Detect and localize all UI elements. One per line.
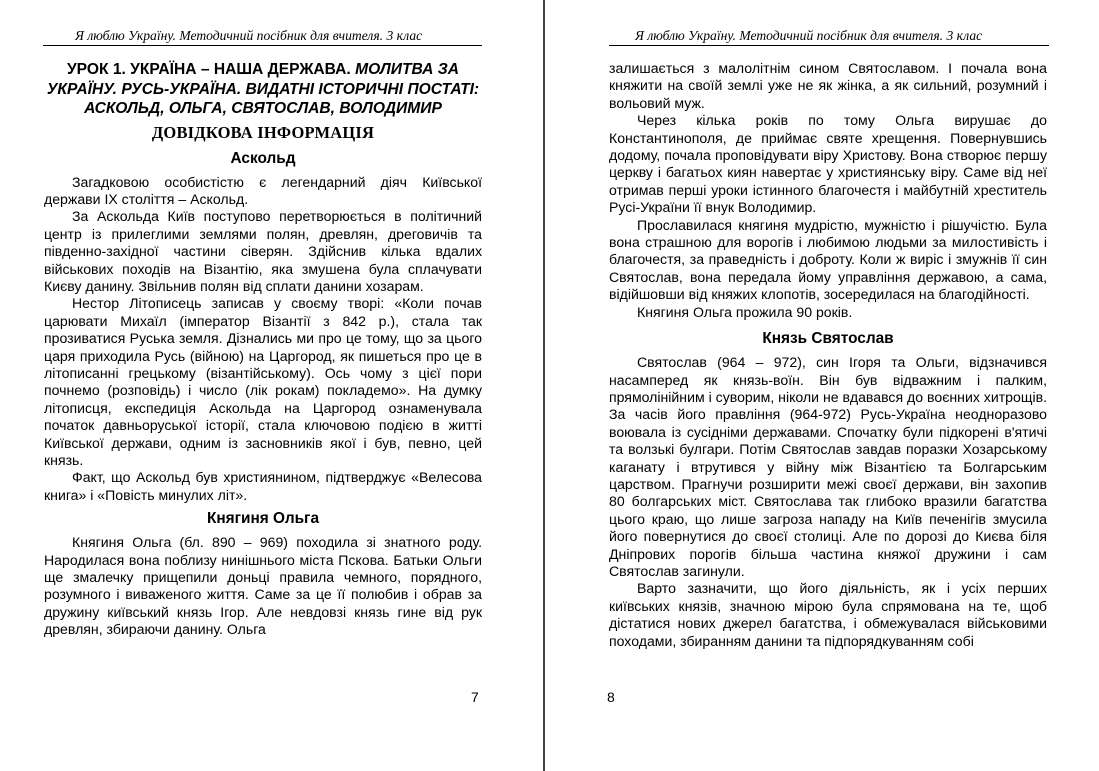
askold-paragraph: Загадковою особистістю є легендарний діяч Київської держави ІХ століття – Аскольд. [44, 173, 482, 207]
askold-paragraph: За Аскольда Київ поступово перетворюється в політичний центр із прилеглими землями полян, древлян, дреговичів та південно-західної частини сіверян. Здійснив кілька вдалих військових походів на Візантію, яка змушена була сплачувати Києву данину. Звільнив полян від сплати данини хозарам. [44, 208, 482, 294]
section-heading-svyatoslav: Князь Святослав [762, 330, 894, 348]
olga-continued-paragraph: Княгиня Ольга прожила 90 років. [637, 303, 853, 320]
lesson-title-italic: МОЛИТВА ЗА УКРАЇНУ. РУСЬ-УКРАЇНА. ВИДАТНІ ІСТОРИЧНІ ПОСТАТІ: АСКОЛЬД, ОЛЬГА, СВЯТОСЛАВ, ВОЛОДИМИР [46, 61, 480, 117]
askold-paragraph: Нестор Літописець записав у своєму творі: «Коли почав царювати Михаїл (імператор Візантії з 842 р.), стала так прозиватися Руська земля. Дізнались ми про це тому, що за цього царя приходила Русь (війною) на Царгород, як пишеться про це в літописанні грецькому (візантійському). Ось чому з цієї пори почнемо (розповідь) і число (лік рокам) покладемо». На думку літописця, експедиція Аскольда на Царгород ознаменувала початок давньоруської історії, стала ключовою подією в житті Київської держави, одним із засновників якої і був, певно, цей князь. [44, 295, 482, 468]
askold-paragraph: Факт, що Аскольд був християнином, підтверджує «Велесова книга» і «Повість минулих літ». [44, 469, 482, 503]
olga-continued-paragraph: залишається з малолітнім сином Святославом. І почала вона княжити на своїй землі уже не як жінка, а як сильний, розумний і вольовий муж. [609, 60, 1047, 111]
lesson-title [44, 60, 482, 119]
svyatoslav-paragraph: Варто зазначити, що його діяльність, як і усіх перших київських князів, значною мірою була спрямована на те, щоб дістатися нових джерел багатства, і обмежувалася військовими походами, збиранням данини та підпорядкуванням собі [609, 580, 1047, 649]
left-page [0, 0, 543, 771]
running-header: Я люблю Україну. Методичний посібник для вчителя. 3 клас [635, 28, 983, 43]
olga-continued-paragraph: Прославилася княгиня мудрістю, мужністю і рішучістю. Була вона страшною для ворогів і любимою людьми за милостивість і благочестя, за праведність і доброту. Коли ж виріс і змужнів її син Святослав, вона передала йому управління державою, а сама, відійшовши від княжих клопотів, зосередилася на благодійності. [609, 216, 1047, 303]
reference-info-heading: ДОВІДКОВА ІНФОРМАЦІЯ [151, 122, 375, 142]
running-header: Я люблю Україну. Методичний посібник для вчителя. 3 клас [75, 28, 423, 43]
page-number: 7 [471, 689, 479, 705]
right-page [545, 0, 1099, 771]
right-page-content [609, 60, 1047, 650]
left-page-content [44, 60, 482, 639]
lesson-title-regular: УРОК 1. УКРАЇНА – НАША ДЕРЖАВА. [66, 61, 351, 78]
section-heading-olga: Княгиня Ольга [206, 510, 320, 528]
header-rule [43, 45, 482, 46]
olga-paragraph: Княгиня Ольга (бл. 890 – 969) походила зі знатного роду. Народилася вона поблизу нинішнього міста Пскова. Батьки Ольги ще змалечку прищепили доньці правила чемного, порядного, розумного і виваженого життя. Саме за це її полюбив і обрав за дружину київський князь Ігор. Але невдовзі князь гине від рук древлян, збираючи данину. Ольга [44, 534, 482, 638]
section-heading-askold: Аскольд [230, 149, 296, 167]
page-number: 8 [607, 689, 615, 705]
olga-continued-paragraph: Через кілька років по тому Ольга вирушає до Константинополя, де приймає святе хрещення. Повернувшись додому, почала проповідувати віру Христову. Вона створює першу церкву і багатьох киян навертає у християнську віру. Саме від неї отримав перші уроки істинного благочестя і майбутній хреститель Русі-України її внук Володимир. [609, 112, 1047, 216]
svyatoslav-paragraph: Святослав (964 – 972), син Ігоря та Ольги, відзначився насамперед як князь-воїн. Він був відважним і палким, прямолінійним і суворим, ніколи не вдавався до воєнних хитрощів. За часів його правління (964-972) Русь-Україна неодноразово воювала із сусідніми державами. Спочатку були підкорені в'ятичі та волзькі булгари. Потім Святослав завдав поразки Хозарському каганату і втрутився у війну між Візантією та Болгарським царством. Прагнучи розширити межі своєї держави, він захопив 80 болгарських міст. Святослава так глибоко вразили багатства цього краю, що лише загроза нападу на Київ печенігів змусила його повернутися до своєї столиці. Але по дорозі до Києва біля Дніпрових порогів більша частина княжої дружини і сам Святослав загинули. [609, 354, 1047, 579]
header-rule [609, 45, 1049, 46]
